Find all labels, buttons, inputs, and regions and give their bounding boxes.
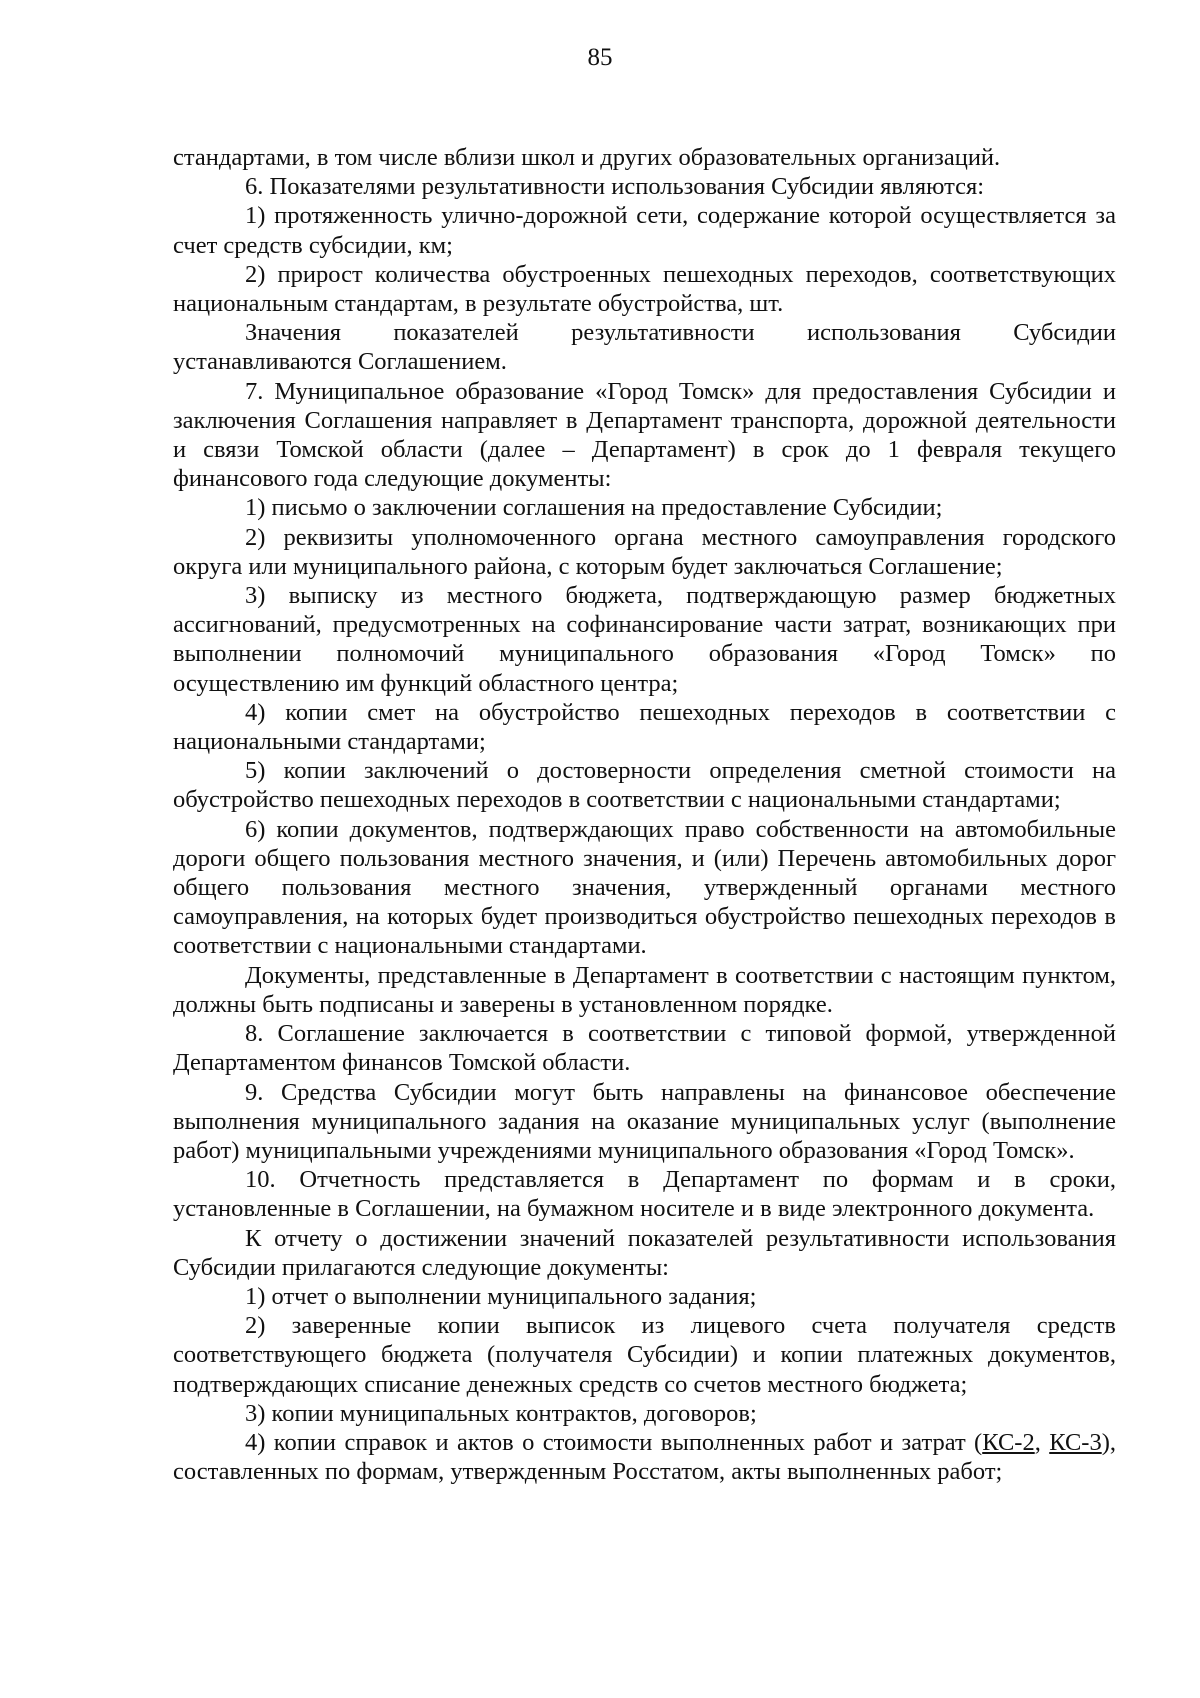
paragraph-report-4 [173, 1428, 1116, 1486]
paragraph-indicator-2: 2) прирост количества обустроенных пешеходных переходов, соответствующих национальным стандартам, в результате обустройства, шт. [173, 260, 1116, 318]
paragraph-documents-signed: Документы, представленные в Департамент в соответствии с настоящим пунктом, должны быть подписаны и заверены в установленном порядке. [173, 961, 1116, 1018]
paragraph-report-attachments: К отчету о достижении значений показателей результативности использования Субсидии прилагаются следующие документы: [173, 1224, 1116, 1281]
paragraph-item-10: 10. Отчетность представляется в Департамент по формам и в сроки, установленные в Соглашении, на бумажном носителе и в виде электронного документа. [173, 1166, 1116, 1223]
paragraph-report-3: 3) копии муниципальных контрактов, договоров; [245, 1399, 757, 1427]
paragraph-item-6: 6. Показателями результативности использования Субсидии являются: [245, 173, 985, 201]
paragraph-report-4-end: ), составленных по формам, утвержденным Росстатом, акты выполненных работ; [173, 1428, 1117, 1486]
ks2-link[interactable]: КС-2 [982, 1428, 1035, 1456]
document-body [173, 143, 1116, 1486]
paragraph-document-1: 1) письмо о заключении соглашения на предоставление Субсидии; [245, 494, 943, 522]
paragraph-indicator-1: 1) протяженность улично-дорожной сети, содержание которой осуществляется за счет средств субсидии, км; [173, 202, 1116, 259]
paragraph-continuation: стандартами, в том числе вблизи школ и других образовательных организаций. [173, 144, 1001, 171]
paragraph-report-4-start: 4) копии справок и актов о стоимости выполненных работ и затрат ( [245, 1428, 983, 1456]
paragraph-item-9: 9. Средства Субсидии могут быть направлены на финансовое обеспечение выполнения муниципального задания на оказание муниципальных услуг (выполнение работ) муниципальными учреждениями муниципального образования «Город Томск». [173, 1078, 1116, 1164]
paragraph-item-7: 7. Муниципальное образование «Город Томск» для предоставления Субсидии и заключения Соглашения направляет в Департамент транспорта, дорожной деятельности и связи Томской области (далее – Департамент) в срок до 1 февраля текущего финансового года следующие документы: [173, 377, 1116, 493]
paragraph-indicator-values: Значения показателей результативности использования Субсидии устанавливаются Соглашением. [173, 319, 1116, 376]
paragraph-document-6: 6) копии документов, подтверждающих право собственности на автомобильные дороги общего пользования местного значения, и (или) Перечень автомобильных дорог общего пользования местного значения, утвержденный органами местного самоуправления, на которых будет производиться обустройство пешеходных переходов в соответствии с национальными стандартами. [173, 815, 1116, 960]
paragraph-report-2: 2) заверенные копии выписок из лицевого счета получателя средств соответствующего бюджета (получателя Субсидии) и копии платежных документов, подтверждающих списание денежных средств со счетов местного бюджета; [173, 1312, 1116, 1398]
page-number: 85 [587, 44, 613, 71]
paragraph-document-2: 2) реквизиты уполномоченного органа местного самоуправления городского округа или муниципального района, с которым будет заключаться Соглашение; [173, 523, 1116, 580]
paragraph-report-1: 1) отчет о выполнении муниципального задания; [245, 1282, 757, 1310]
paragraph-report-4-separator: , [1034, 1428, 1050, 1456]
paragraph-document-3: 3) выписку из местного бюджета, подтверждающую размер бюджетных ассигнований, предусмотренных на софинансирование части затрат, возникающих при выполнении полномочий муниципального образования «Город Томск» по осуществлению им функций областного центра; [173, 582, 1116, 697]
paragraph-document-4: 4) копии смет на обустройство пешеходных переходов в соответствии с национальными стандартами; [173, 698, 1116, 756]
paragraph-item-8: 8. Соглашение заключается в соответствии с типовой формой, утвержденной Департаментом финансов Томской области. [173, 1020, 1116, 1077]
ks3-link[interactable]: КС-3 [1049, 1428, 1102, 1456]
paragraph-document-5: 5) копии заключений о достоверности определения сметной стоимости на обустройство пешеходных переходов в соответствии с национальными стандартами; [173, 757, 1116, 814]
